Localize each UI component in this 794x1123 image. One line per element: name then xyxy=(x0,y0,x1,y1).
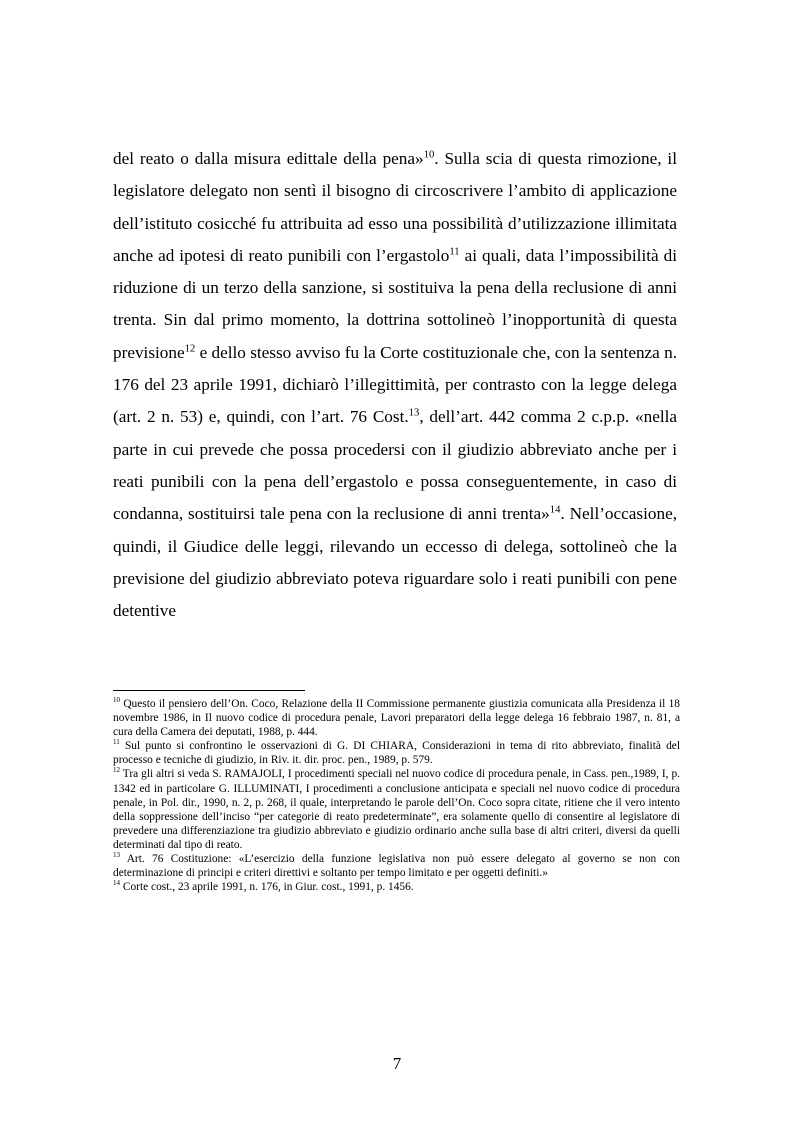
footnote-ref-10[interactable]: 10 xyxy=(423,149,435,161)
footnote-ref-11[interactable]: 11 xyxy=(449,246,460,258)
footnote-number: 12 xyxy=(113,766,121,775)
body-paragraph xyxy=(113,143,677,627)
footnote-12 xyxy=(113,767,680,852)
page-number: 7 xyxy=(392,1054,402,1073)
footnote-number: 10 xyxy=(113,696,121,705)
footnote-11 xyxy=(113,739,680,767)
footnotes xyxy=(113,697,680,894)
footnote-14 xyxy=(113,880,680,894)
footnote-text: Corte cost., 23 aprile 1991, n. 176, in Giur. cost., 1991, p. 1456. xyxy=(120,881,414,894)
footnote-text: Questo il pensiero dell’On. Coco, Relazione della II Commissione permanente giustizia comunicata alla Presidenza il 18 novembre 1986, in Il nuovo codice di procedura penale, Lavori preparatori della legge delega 16 febbraio 1987, n. 81, a cura della Camera dei deputati, 1988, p. 444. xyxy=(113,698,680,739)
footnote-text: Tra gli altri si veda S. RAMAJOLI, I procedimenti speciali nel nuovo codice di procedura penale, in Cass. pen.,1989, I, p. 1342 ed in particolare G. ILLUMINATI, I procedimenti a conclusione anticipata e speciali nel nuovo codice di procedura penale, in Pol. dir., 1990, n. 2, p. 268, il quale, interpretando le parole dell’On. Coco sopra citate, ritiene che il vero intento della soppressione dell’inciso “per categorie di reato predeterminate”, era solamente quello di consentire al legislatore di prevedere una differenziazione tra giudizio abbreviato e giudizio ordinario anche sulla base di altri criteri, diversi da quelli determinati dal tipo di reato. xyxy=(113,768,680,851)
footnote-ref-12[interactable]: 12 xyxy=(184,343,196,355)
body-text-f: . Nell’occasione, quindi, il Giudice delle leggi, rilevando un eccesso di delega, sottolineò che la previsione del giudizio abbreviato poteva riguardare solo i reati punibili con pene detentive xyxy=(113,504,677,621)
footnote-separator xyxy=(113,690,305,691)
footnote-number: 11 xyxy=(113,738,120,747)
body-text-b: . Sulla scia di questa rimozione, il legislatore delegato non sentì il bisogno di circoscrivere l’ambito di applicazione dell’istituto cosicché fu attribuita ad esso una possibilità d’utilizzazione illimitata anche ad ipotesi di reato punibili con l’ergastolo xyxy=(113,149,677,265)
footnote-ref-13[interactable]: 13 xyxy=(408,407,420,419)
body-text-a: del reato o dalla misura edittale della pena» xyxy=(113,149,424,168)
footnote-number: 14 xyxy=(113,879,121,888)
footnote-text: Art. 76 Costituzione: «L’esercizio della funzione legislativa non può essere delegato al governo se non con determinazione di principi e criteri direttivi e soltanto per tempo limitato e per oggetti definiti.» xyxy=(113,853,680,880)
footnote-10 xyxy=(113,697,680,739)
footnote-ref-14[interactable]: 14 xyxy=(549,504,561,516)
footnote-text: Sul punto si confrontino le osservazioni di G. DI CHIARA, Considerazioni in tema di rito abbreviato, finalità del processo e tecniche di giudizio, in Riv. it. dir. proc. pen., 1989, p. 579. xyxy=(113,740,680,767)
footnote-13 xyxy=(113,852,680,880)
body-text-e: , dell’art. 442 comma 2 c.p.p. «nella parte in cui prevede che possa procedersi con il giudizio abbreviato anche per i reati punibili con la pena dell’ergastolo e possa conseguentemente, in caso di condanna, sostituirsi tale pena con la reclusione di anni trenta» xyxy=(113,407,678,524)
body-text-c: ai quali, data l’impossibilità di riduzione di un terzo della sanzione, si sostituiva la pena della reclusione di anni trenta. Sin dal primo momento, la dottrina sottolineò l’inopportunità di questa previsione xyxy=(113,245,678,362)
footnote-number: 13 xyxy=(113,851,121,860)
body-text-d: e dello stesso avviso fu la Corte costituzionale che, con la sentenza n. 176 del 23 aprile 1991, dichiarò l’illegittimità, per contrasto con la legge delega (art. 2 n. 53) e, quindi, con l’art. 76 Cost. xyxy=(113,342,677,427)
